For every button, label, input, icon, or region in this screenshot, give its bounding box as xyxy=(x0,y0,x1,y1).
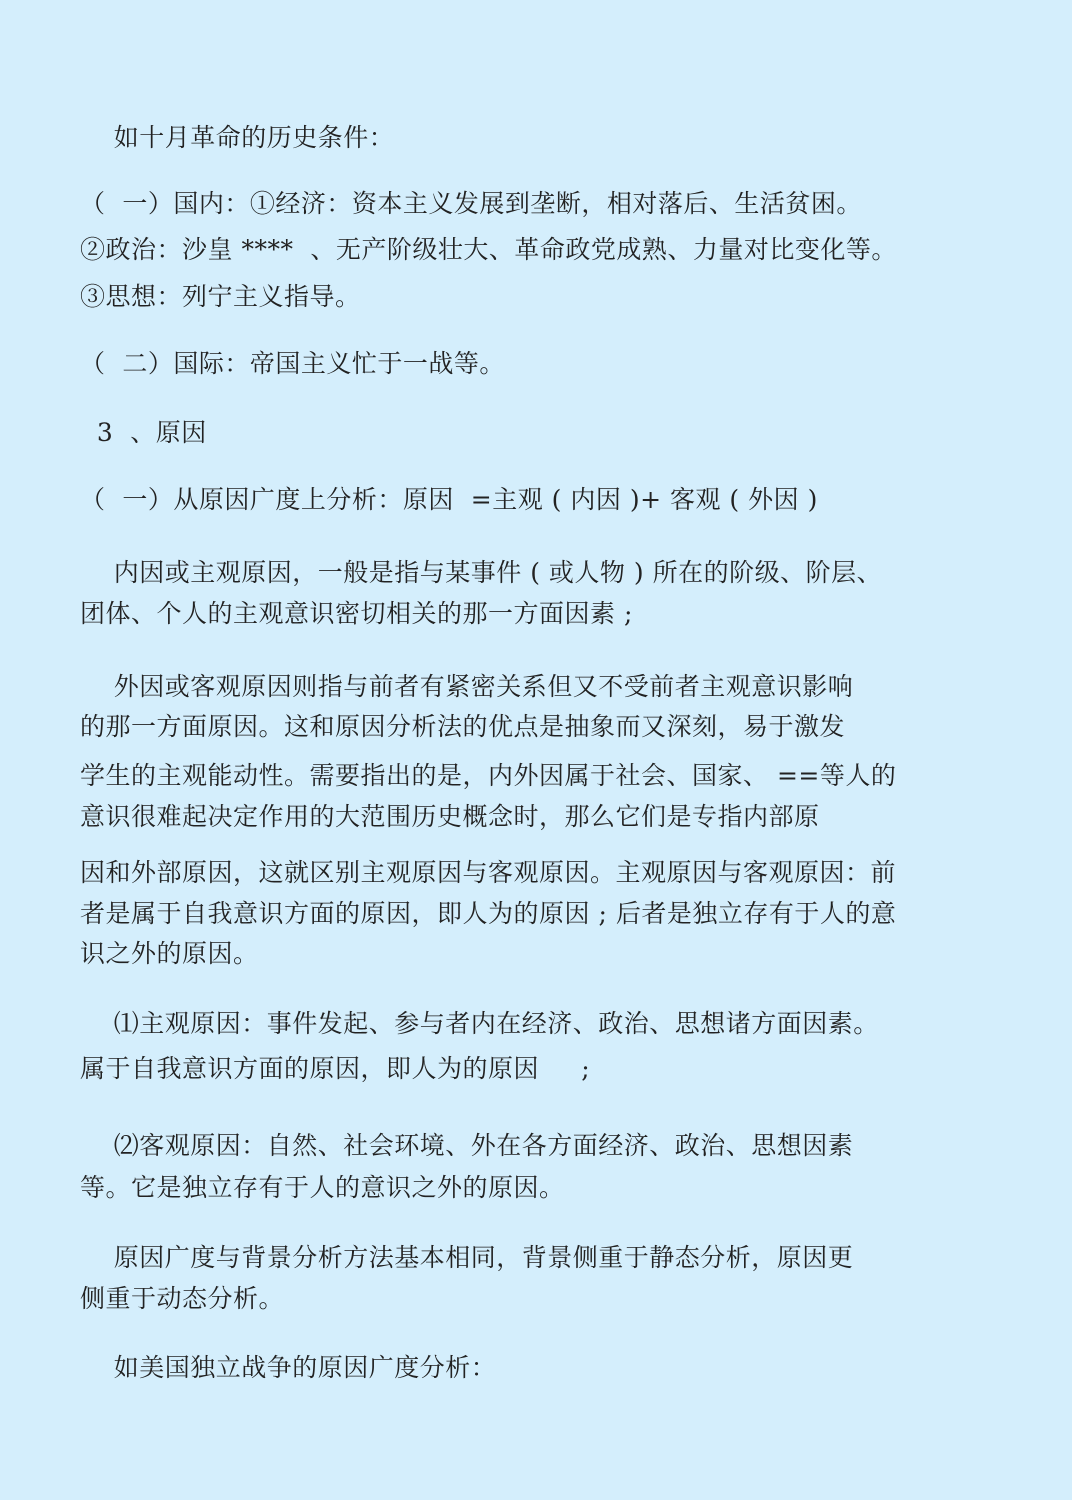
paragraph-line: 外因或客观原因则指与前者有紧密关系但又不受前者主观意识影响 xyxy=(80,672,854,701)
paragraph-line: 者是属于自我意识方面的原因，即人为的原因 ; 后者是独立存有于人的意 xyxy=(80,899,897,928)
paragraph-line: 团体、个人的主观意识密切相关的那一方面因素 ; xyxy=(80,599,633,628)
paragraph-line: 如十月革命的历史条件： xyxy=(80,123,395,152)
paragraph-line: ③思想：列宁主义指导。 xyxy=(80,282,361,311)
paragraph-line: 侧重于动态分析。 xyxy=(80,1284,285,1313)
paragraph-line: 内因或主观原因，一般是指与某事件 ( 或人物 ) 所在的阶级、阶层、 xyxy=(80,558,883,587)
section-heading: 3 、原因 xyxy=(80,418,207,447)
paragraph-line: （ 一）从原因广度上分析：原因 =主观 ( 内因 )+ 客观 ( 外因 ) xyxy=(80,485,818,514)
paragraph-line: ⑵客观原因：自然、社会环境、外在各方面经济、政治、思想因素 xyxy=(80,1131,854,1160)
paragraph-line: ②政治：沙皇 **** 、无产阶级壮大、革命政党成熟、力量对比变化等。 xyxy=(80,235,897,264)
paragraph-line: 意识很难起决定作用的大范围历史概念时，那么它们是专指内部原 xyxy=(80,802,820,831)
paragraph-line: （ 一）国内：①经济：资本主义发展到垄断，相对落后、生活贫困。 xyxy=(80,189,862,218)
paragraph-line: 等。它是独立存有于人的意识之外的原因。 xyxy=(80,1173,565,1202)
paragraph-line: 的那一方面原因。这和原因分析法的优点是抽象而又深刻，易于激发 xyxy=(80,712,846,741)
paragraph-line: 属于自我意识方面的原因，即人为的原因 ; xyxy=(80,1054,591,1083)
paragraph-line: （ 二）国际：帝国主义忙于一战等。 xyxy=(80,349,505,378)
paragraph-line: 因和外部原因，这就区别主观原因与客观原因。主观原因与客观原因：前 xyxy=(80,858,897,887)
paragraph-line: 原因广度与背景分析方法基本相同，背景侧重于静态分析，原因更 xyxy=(80,1243,854,1272)
paragraph-line: 识之外的原因。 xyxy=(80,939,259,968)
paragraph-line: 学生的主观能动性。需要指出的是，内外因属于社会、国家、 ==等人的 xyxy=(80,761,897,790)
paragraph-line: ⑴主观原因：事件发起、参与者内在经济、政治、思想诸方面因素。 xyxy=(80,1009,879,1038)
paragraph-line: 如美国独立战争的原因广度分析： xyxy=(80,1353,497,1382)
